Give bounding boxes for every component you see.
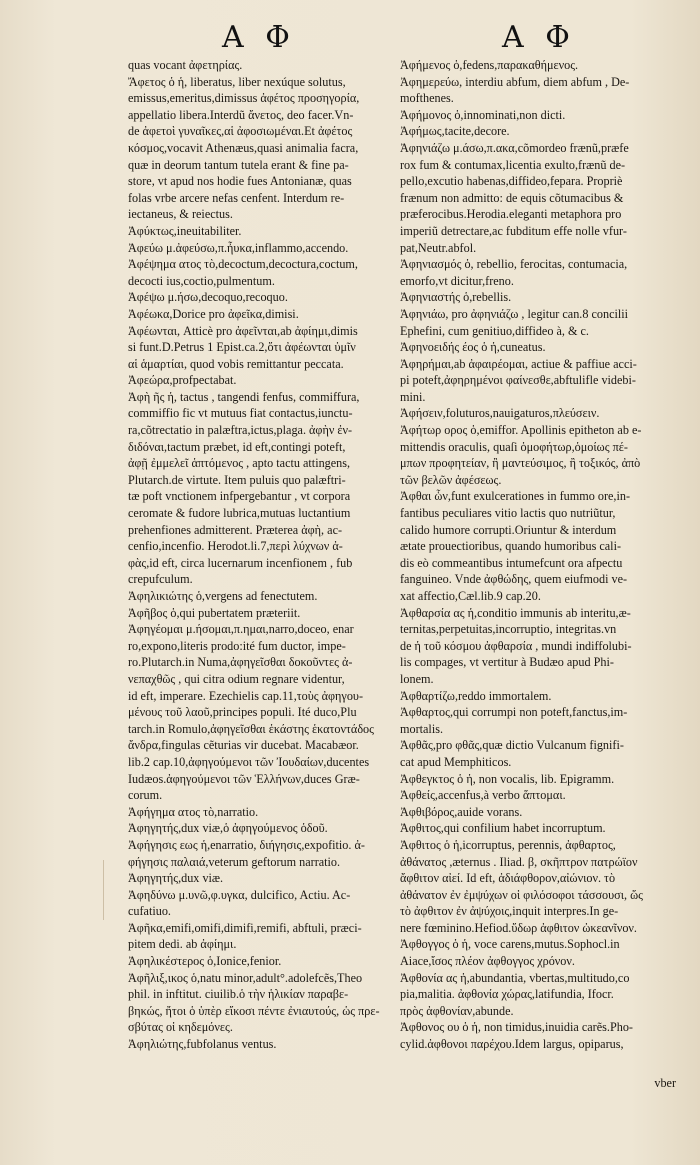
entry-line: Ἀφήγησις εως ἡ,enarratio, διήγησις,expofitio. ἀ- — [128, 837, 365, 852]
entry-line: Ἀφέωκα,Dorice pro ἀφεῖκα,dimisi. — [128, 306, 299, 321]
entry-line: phil. in inftitut. ciuilib.ὁ τὴν ἡλικίαν παραβε- — [128, 987, 349, 1002]
right-column — [400, 57, 690, 1053]
entry-line: ἀφῇ ἐμμελεῖ ἁπτόμενος , apto tactu attingens, — [128, 456, 351, 471]
entry-line: ἀθάνατον ἐν ἐμψύχων οἱ φιλόσοφοι τάσσουσι, ὥς — [400, 887, 643, 902]
entry-line: Ἀφηλιώτης,fubfolanus ventus. — [128, 1037, 277, 1052]
entry-line: Ἀφηλικέστερος ὁ,Ionice,fenior. — [128, 954, 282, 969]
entry-line: τὸ ἀφθιτον ἐν ἀψύχοις,inquit interpres.In ge- — [400, 904, 619, 919]
entry-line: κόσμος,vocavit Athenæus,quasi animalia facra, — [128, 140, 359, 155]
entry-line: Ἀφθαρτος,qui corrumpi non poteft,fanctus,im- — [400, 705, 628, 720]
entry-line: τῶν βελῶν ἀφέσεως. — [400, 472, 502, 487]
entry-line: βηκώς, ἤτοι ὁ ὑπὲρ εἴκοσι πέντε ἐνιαυτούς, ὡς πρε- — [128, 1003, 380, 1018]
entry-line: Ephefini, cum genitiuo,diffideo à, & c. — [400, 323, 589, 338]
entry-line: pi poteft,ἀφηρημένοι φαίνεσθε,abftulifle videbi- — [400, 373, 636, 388]
entry-line: Iudæos.ἀφηγούμενοι τῶν Ἑλλήνων,duces Græ- — [128, 771, 360, 786]
left-column — [128, 57, 410, 1053]
entry-line: Ἀφθιτος ὁ ἡ,icorruptus, perennis, ἀφθαρτος, — [400, 837, 616, 852]
entry-line: quas vocant ἀφετηρίας. — [128, 58, 243, 72]
entry-line: σβύτας οἱ κηδεμόνες. — [128, 1020, 233, 1035]
entry-line: decocti ius,coctio,pulmentum. — [128, 273, 275, 288]
entry-line: Ἀφθονία ας ἡ,abundantia, vbertas,multitudo,co — [400, 970, 630, 985]
running-head-right: Α Φ — [502, 20, 576, 55]
entry-line: mittendis oraculis, quaſi ὁμοφήτωρ,ὁμοίως πέ- — [400, 439, 628, 454]
entry-line: emissus,emeritus,dimissus ἀφέτος προσηγορία, — [128, 91, 360, 106]
entry-line: cenfio,incenfio. Herodot.li.7,περὶ λύχνων ἀ- — [128, 539, 343, 554]
entry-line: mortalis. — [400, 721, 443, 736]
entry-line: ἄνδρα,fingulas cẽturias vir ducebat. Macabæor. — [128, 738, 359, 753]
entry-line: Ἀφηνιάζω μ.άσω,π.ακα,cõmordeo frænũ,præfe — [400, 140, 629, 155]
entry-line: commiffio fic vt mutuus fiat contactus,iunctu- — [128, 406, 353, 421]
entry-line: iectaneus, & reiectus. — [128, 207, 233, 222]
entry-line: Ἀφηνοειδής έος ὁ ἡ,cuneatus. — [400, 340, 546, 355]
entry-line: fantibus peculiares vitio lactis quo nutriũtur, — [400, 506, 616, 521]
entry-line: ro.Plutarch.in Numa,ἀφηγεῖσθαι δοκοῦντες ἀ- — [128, 655, 353, 670]
entry-line: calido humore corrupti.Oriuntur & interdum — [400, 522, 617, 537]
entry-line: Ἀφηγητής,dux viæ. — [128, 871, 224, 886]
entry-line: prehenfiones admitterent. Præterea ἀφὴ, ac- — [128, 522, 343, 537]
entry-line: Plutarch.de virtute. Item puluis quo palæftri- — [128, 472, 346, 487]
entry-line: Ἀφέωνται, Atticè pro ἀφεῖνται,ab ἀφίημι,dimis — [128, 323, 358, 338]
entry-line: αἱ ἁμαρτίαι, quod vobis remittantur peccata. — [128, 356, 344, 371]
entry-line: Ἀφθιβόρος,auide vorans. — [400, 804, 523, 819]
entry-line: crepufculum. — [128, 572, 193, 587]
entry-line: διδόναι,tactum præbet, id eft,contingi poteft, — [128, 439, 346, 454]
entry-line: Ἀφέψω μ.ήσω,decoquo,recoquo. — [128, 290, 288, 305]
entry-line: ætate prouectioribus, quando humoribus cali- — [400, 539, 622, 554]
running-head-left: Α Φ — [222, 20, 296, 55]
entry-line: nere fœminino.Hefiod.ὕδωρ ἀφθιτον ὠκεανῖνον. — [400, 920, 637, 935]
entry-line: Ἀφῆβος ὁ,qui pubertatem præteriit. — [128, 605, 301, 620]
entry-line: Ἀφήμενος ὁ,fedens,παρακαθήμενος. — [400, 58, 579, 72]
entry-line: φήγησις παλαιά,veterum geftorum narratio. — [128, 854, 341, 869]
entry-line: store, vt apud nos hodie fues Antonianæ, quas — [128, 174, 352, 189]
entry-line: Ἀφθιτος,qui confilium habet incorruptum. — [400, 821, 606, 836]
entry-line: Ἀφθείς,accenfus,à verbo ἅπτομαι. — [400, 788, 566, 803]
entry-line: ternitas,perpetuitas,incorruptio, integritas.vn — [400, 622, 617, 637]
entry-line: Ἀφῆλιξ,ικος ὁ,natu minor,adult°.adolefcẽs,Theo — [128, 970, 363, 985]
entry-line: Ἀφηνιασμός ὁ, rebellio, ferocitas, contumacia, — [400, 257, 628, 272]
entry-line: Ἀφήγημα ατος τὸ,narratio. — [128, 804, 259, 819]
entry-line: φὰς,id eft, circa lucernarum incenfionem , fub — [128, 555, 353, 570]
entry-line: Ἀφθονος ου ὁ ἡ, non timidus,inuidia carẽs.Pho- — [400, 1020, 633, 1035]
entry-line: lonem. — [400, 671, 434, 686]
entry-line: ceromate & fudore lubrica,mutuas luctantium — [128, 506, 351, 521]
entry-line: mofthenes. — [400, 91, 454, 106]
entry-line: Ἀφηνιάω, pro ἀφηνιάζω , legitur can.8 concilii — [400, 306, 629, 321]
entry-line: Ἀφήτωρ ορος ὁ,emiffor. Apollinis epitheton ab e- — [400, 423, 642, 438]
margin-mark — [103, 860, 104, 920]
entry-line: frænum non admitto: de equis cõtumacibus & — [400, 190, 624, 205]
entry-line: lis compages, vt vertitur à Budæo apud Phi- — [400, 655, 614, 670]
entry-line: Ἄφετος ὁ ἡ, liberatus, liber nexúque solutus, — [128, 74, 346, 89]
entry-line: de ἡ τοῦ κόσμου ἀφθαρσία , mundi indiffolubi- — [400, 638, 632, 653]
entry-line: tæ poft vnctionem infpergebantur , vt corpora — [128, 489, 351, 504]
entry-line: Aiace,ἴσος πλέον ἀφθογγος χρόνον. — [400, 954, 575, 969]
entry-line: Ἀφηρήμαι,ab ἀφαιρέομαι, actiue & paffiue acci- — [400, 356, 637, 371]
entry-line: rox fum & contumax,licentia exulto,frænũ de- — [400, 157, 626, 172]
entry-line: μένους τοῦ λαοῦ,principes populi. Ité duco,Plu — [128, 705, 357, 720]
entry-line: ra,cõtrectatio in palæftra,ictus,plaga. ἀφὴν ἐν- — [128, 423, 353, 438]
entry-line: fanguineo. Vnde ἀφθώδης, quem eiufmodi ve- — [400, 572, 628, 587]
entry-line: Ἀφήμως,tacite,decore. — [400, 124, 510, 139]
entry-line: μπων προφητείαν, ἢ μαντεύσιμος, ἢ τοξικός, ἀπὸ — [400, 456, 641, 471]
entry-line: corum. — [128, 788, 163, 803]
entry-line: cylid.ἀφθονοι παρέχου.Idem largus, opiparus, — [400, 1037, 624, 1052]
entry-line: Ἀφηγέομαι μ.ήσομαι,π.ημαι,narro,doceo, enar — [128, 622, 354, 637]
entry-line: ro,expono,literis prodo:ité fum ductor, impe- — [128, 638, 346, 653]
entry-line: Ἀφηλικιώτης ὁ,vergens ad fenectutem. — [128, 589, 318, 603]
entry-line: πρὸς ἀφθονίαν,abunde. — [400, 1003, 514, 1018]
entry-line: Ἀφήσειν,foluturos,nauigaturos,πλεύσειν. — [400, 406, 600, 421]
entry-line: Ἀφθαρσία ας ἡ,conditio immunis ab interitu,æ- — [400, 605, 631, 620]
entry-line: xat affectio,Cæl.lib.9 cap.20. — [400, 589, 541, 603]
entry-line: νεπαχθῶς , qui citra odium regnare videntur, — [128, 671, 345, 686]
entry-line: si funt.D.Petrus 1 Epist.ca.2,ὅτι ἀφέωνται ὑμῖν — [128, 340, 356, 355]
entry-line: Ἀφθᾶς,pro φθᾶς,quæ dictio Vulcanum fignifi- — [400, 738, 624, 753]
entry-line: de ἀφετοὶ γυναῖκες,αἱ ἀφοσιωμέναι.Et ἀφέτος — [128, 124, 353, 139]
entry-line: Ἀφεώρα,profpectabat. — [128, 373, 237, 388]
entry-line: cufatiuo. — [128, 904, 171, 919]
entry-line: ἄφθιτον αἰεί. Id eft, ἀδιάφθορον,αἰώνιον. τὸ — [400, 871, 616, 886]
entry-line: Ἀφηγητής,dux viæ,ὁ ἀφηγούμενος ὁδοῦ. — [128, 821, 328, 836]
entry-line: dis eò commeantibus intumefcunt ora afpectu — [400, 555, 623, 570]
entry-line: emorfo,vt dicitur,freno. — [400, 273, 514, 288]
entry-line: id eft, imperare. Ezechielis cap.11,τοὺς ἀφηγου- — [128, 688, 364, 703]
entry-line: cat apud Memphiticos. — [400, 754, 512, 769]
entry-line: pat,Neutr.abfol. — [400, 240, 477, 255]
entry-line: mini. — [400, 389, 426, 404]
entry-line: Ἀφθογγος ὁ ἡ, voce carens,mutus.Sophocl.in — [400, 937, 620, 952]
entry-line: ἀθάνατος ,æternus . Iliad. β, σκῆπτρον πατρώϊον — [400, 854, 638, 869]
entry-line: lib.2 cap.10,ἀφηγούμενοι τῶν Ἰουδαίων,ducentes — [128, 754, 370, 769]
entry-line: pitem dedi. ab ἀφίημι. — [128, 937, 237, 952]
entry-line: folas vrbe arcere nefas cenfent. Interdum re- — [128, 190, 345, 205]
entry-line: Ἀφύκτως,ineuitabiliter. — [128, 223, 242, 238]
entry-line: præferocibus.Herodia.eleganti metaphora pro — [400, 207, 622, 222]
entry-line: pello,excutio habenas,diffideo,fepara. Propriè — [400, 174, 623, 189]
catchword: vber — [654, 1076, 676, 1090]
entry-line: Ἀφεύω μ.ἀφεύσω,π.ἦυκα,inflammo,accendo. — [128, 240, 349, 255]
entry-line: Ἀφῆκα,emifi,omifi,dimifi,remifi, abftuli, præci- — [128, 920, 362, 935]
entry-line: Ἀφηνιαστής ὁ,rebellis. — [400, 290, 512, 305]
entry-line: quæ in deorum tantum tutela erant & fine pa- — [128, 157, 349, 172]
entry-line: Ἀφὴ ῆς ἡ, tactus , tangendi fenfus, commiffura, — [128, 389, 360, 404]
entry-line: Ἀφθαρτίζω,reddo immortalem. — [400, 688, 552, 703]
entry-line: Ἀφέψημα ατος τὸ,decoctum,decoctura,coctum, — [128, 257, 358, 272]
entry-line: Ἀφηδύνω μ.υνῶ,φ.υγκα, dulcifico, Actiu. Ac- — [128, 887, 351, 902]
entry-line: Ἀφθαι ὧν,funt exulcerationes in fummo ore,in- — [400, 489, 630, 504]
entry-line: appellatio libera.Interdũ ἄνετος, deo facer.Vn- — [128, 107, 354, 122]
entry-line: Ἀφθεγκτος ὁ ἡ, non vocalis, lib. Epigramm. — [400, 771, 615, 786]
entry-line: pia,malitia. ἀφθονία χώρας,latifundia, Ifocr. — [400, 987, 614, 1002]
entry-line: tarch.in Romulo,ἀφηγεῖσθαι ἑκάστης ἑκατοντάδος — [128, 721, 374, 736]
entry-line: Ἀφήμονος ὁ,innominati,non dicti. — [400, 107, 566, 122]
entry-line: Ἀφημερεύω, interdiu abfum, diem abfum , De- — [400, 74, 630, 89]
entry-line: imperiũ detrectare,ac fubditum effe nolle vfur- — [400, 223, 627, 238]
